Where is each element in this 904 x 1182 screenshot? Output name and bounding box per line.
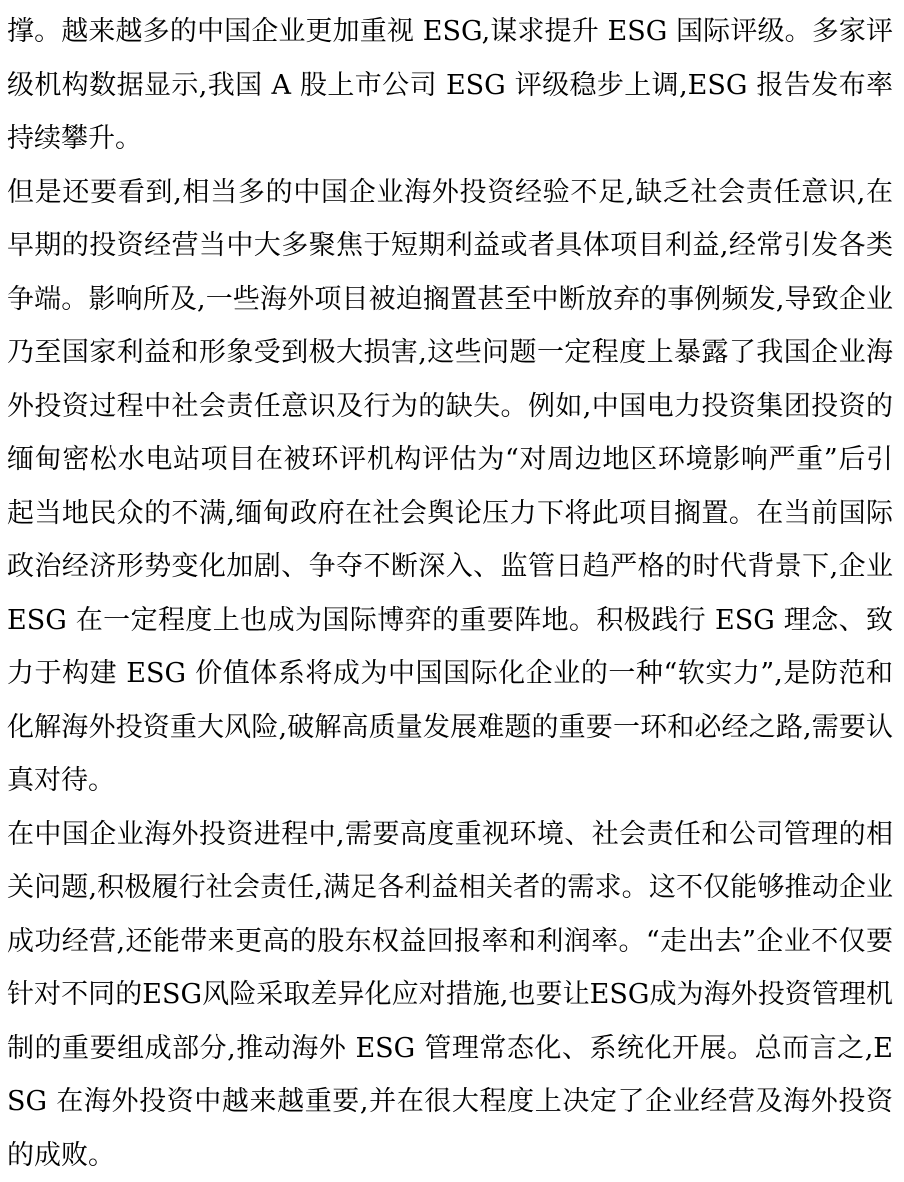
paragraph-overseas-investment-issues: 但是还要看到,相当多的中国企业海外投资经验不足,缺乏社会责任意识,在早期的投资经营当中大多聚焦于短期利益或者具体项目利益,经常引发各类争端。影响所及,一些海外项目被迫搁置甚至中断放弃的事例频发,导致企业乃至国家利益和形象受到极大损害,这些问题一定程度上暴露了我国企业海外投资过程中社会责任意识及行为的缺失。例如,中国电力投资集团投资的缅甸密松水电站项目在被环评机构评估为“对周边地区环境影响严重”后引起当地民众的不满,缅甸政府在社会舆论压力下将此项目搁置。在当前国际政治经济形势变化加剧、争夺不断深入、监管日趋严格的时代背景下,企业 ESG 在一定程度上也成为国际博弈的重要阵地。积极践行 ESG 理念、致力于构建 ESG 价值体系将成为中国国际化企业的一种“软实力”,是防范和化解海外投资重大风险,破解高质量发展难题的重要一环和必经之路,需要认真对待。 — [7, 166, 893, 808]
paragraph-esg-rating-trend: 撑。越来越多的中国企业更加重视 ESG,谋求提升 ESG 国际评级。多家评级机构数据显示,我国 A 股上市公司 ESG 评级稳步上调,ESG 报告发布率持续攀升。 — [7, 5, 893, 166]
paragraph-esg-importance-conclusion: 在中国企业海外投资进程中,需要高度重视环境、社会责任和公司管理的相关问题,积极履行社会责任,满足各利益相关者的需求。这不仅能够推动企业成功经营,还能带来更高的股东权益回报率和利润率。“走出去”企业不仅要针对不同的ESG风险采取差异化应对措施,也要让ESG成为海外投资管理机制的重要组成部分,推动海外 ESG 管理常态化、系统化开展。总而言之,ESG 在海外投资中越来越重要,并在很大程度上决定了企业经营及海外投资的成败。 — [7, 808, 893, 1182]
document-page — [7, 5, 893, 1182]
